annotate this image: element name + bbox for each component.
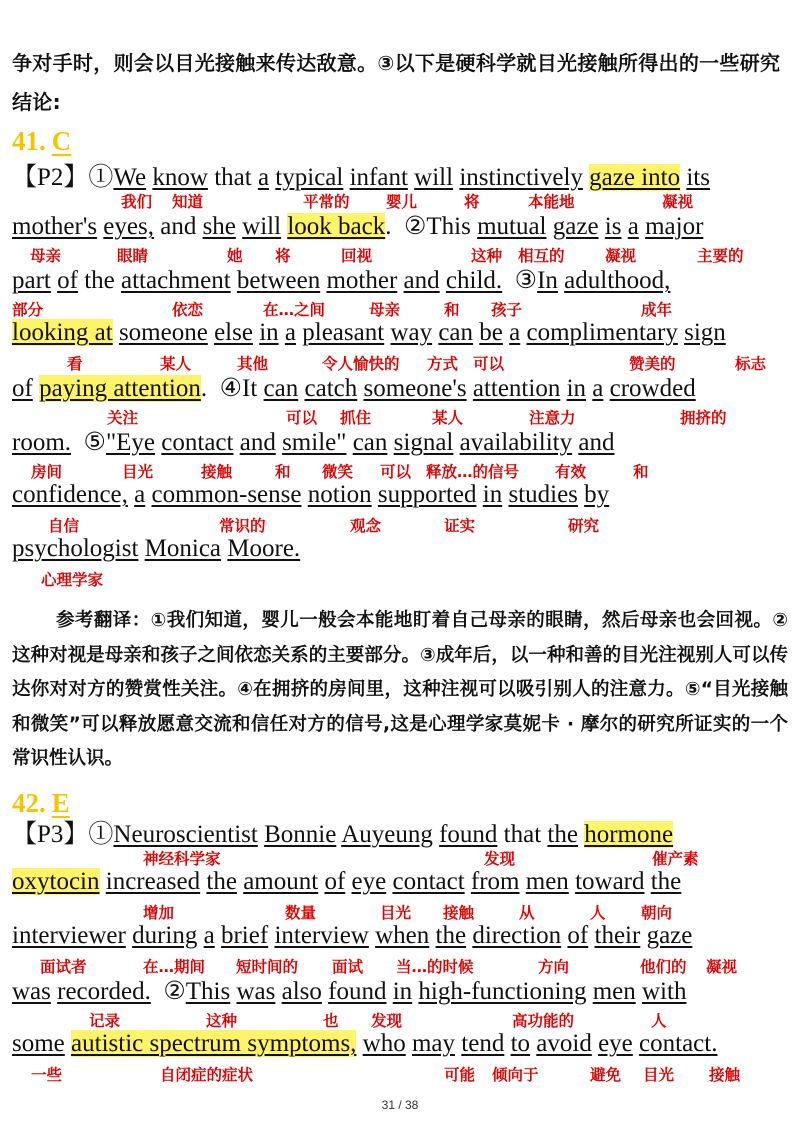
highlighted-phrase: oxytocin bbox=[12, 868, 100, 895]
chinese-gloss: 人 bbox=[651, 1012, 667, 1030]
chinese-gloss: 抓住 bbox=[340, 409, 372, 427]
chinese-gloss: 他们的 bbox=[640, 958, 687, 976]
plain-text: that bbox=[497, 821, 548, 848]
vocab-word: and bbox=[403, 267, 440, 294]
highlighted-phrase: paying attention bbox=[39, 375, 201, 402]
chinese-gloss: 人 bbox=[590, 904, 606, 922]
chinese-gloss: 研究 bbox=[568, 517, 600, 535]
chinese-gloss: 部分 bbox=[12, 301, 44, 319]
vocab-word: tend bbox=[461, 1030, 505, 1057]
plain-text: ③ bbox=[502, 267, 538, 294]
chinese-gloss: 在…期间 bbox=[143, 958, 206, 976]
vocab-word: psychologist bbox=[12, 535, 139, 562]
chinese-gloss: 接触 bbox=[709, 1066, 741, 1084]
vocab-word: by bbox=[584, 481, 610, 508]
vocab-word: eyes, bbox=[103, 213, 154, 240]
vocab-word: was bbox=[12, 978, 51, 1005]
vocab-word: contact bbox=[161, 429, 234, 456]
chinese-gloss: 有效 bbox=[555, 463, 587, 481]
vocab-word: Bonnie bbox=[264, 821, 337, 848]
english-line bbox=[12, 481, 609, 509]
chinese-gloss: 发现 bbox=[371, 1012, 403, 1030]
plain-text: ① bbox=[88, 821, 114, 848]
chinese-gloss: 凝视 bbox=[706, 958, 738, 976]
vocab-word: during bbox=[132, 922, 198, 949]
question-number: 41. bbox=[12, 126, 46, 156]
plain-text: and bbox=[153, 213, 203, 240]
vocab-word: Auyeung bbox=[341, 821, 433, 848]
plain-text: 【P2】 bbox=[12, 164, 89, 191]
vocab-word: of bbox=[324, 868, 346, 895]
vocab-word: adulthood, bbox=[564, 267, 671, 294]
chinese-gloss: 可能 bbox=[444, 1066, 476, 1084]
vocab-word: between bbox=[236, 267, 321, 294]
vocab-word: a bbox=[284, 319, 296, 346]
vocab-word: mother bbox=[326, 267, 398, 294]
vocab-word: pleasant bbox=[302, 319, 385, 346]
highlighted-phrase: look back bbox=[287, 213, 386, 240]
chinese-gloss: 接触 bbox=[443, 904, 475, 922]
vocab-word: In bbox=[537, 267, 558, 294]
vocab-word: gaze bbox=[646, 922, 693, 949]
vocab-word: someone's bbox=[363, 375, 467, 402]
vocab-word: common-sense bbox=[151, 481, 302, 508]
chinese-gloss: 母亲 bbox=[30, 247, 62, 265]
vocab-word: may bbox=[411, 1030, 456, 1057]
vocab-word: men bbox=[525, 868, 569, 895]
english-line bbox=[12, 319, 726, 347]
vocab-word: a bbox=[203, 922, 215, 949]
chinese-gloss: 我们 bbox=[121, 193, 153, 211]
vocab-word: their bbox=[594, 922, 641, 949]
answer-letter: E bbox=[51, 788, 70, 818]
chinese-gloss: 避免 bbox=[590, 1066, 622, 1084]
chinese-gloss: 面试 bbox=[332, 958, 364, 976]
chinese-gloss: 这种 bbox=[471, 247, 503, 265]
chinese-gloss: 接触 bbox=[201, 463, 233, 481]
chinese-gloss: 凝视 bbox=[605, 247, 637, 265]
chinese-gloss: 母亲 bbox=[369, 301, 401, 319]
chinese-gloss: 主要的 bbox=[697, 247, 744, 265]
chinese-gloss: 回视 bbox=[341, 247, 373, 265]
chinese-gloss: 本能地 bbox=[528, 193, 575, 211]
vocab-word: of bbox=[57, 267, 78, 294]
chinese-gloss: 面试者 bbox=[40, 958, 87, 976]
chinese-gloss: 在…之间 bbox=[263, 301, 326, 319]
question-number: 42. bbox=[12, 788, 46, 818]
plain-text: ① bbox=[88, 164, 114, 191]
vocab-word: the bbox=[547, 821, 578, 848]
vocab-word: complimentary bbox=[526, 319, 678, 346]
vocab-word: This bbox=[185, 978, 231, 1005]
chinese-gloss: 某人 bbox=[160, 355, 192, 373]
vocab-word: when bbox=[375, 922, 430, 949]
vocab-word: of bbox=[12, 375, 33, 402]
vocab-word: infant bbox=[349, 164, 408, 191]
vocab-word: direction bbox=[472, 922, 562, 949]
chinese-gloss: 和 bbox=[444, 301, 460, 319]
vocab-word: men bbox=[592, 978, 636, 1005]
english-line bbox=[12, 1030, 717, 1058]
vocab-word: attention bbox=[472, 375, 561, 402]
english-line bbox=[12, 814, 673, 850]
vocab-word: way bbox=[390, 319, 433, 346]
vocab-word: amount bbox=[243, 868, 319, 895]
chinese-gloss: 自闭症的症状 bbox=[160, 1066, 254, 1084]
vocab-word: the bbox=[206, 868, 237, 895]
vocab-word: will bbox=[414, 164, 454, 191]
english-line bbox=[12, 157, 710, 193]
vocab-word: be bbox=[479, 319, 503, 346]
chinese-gloss: 当…的时候 bbox=[396, 958, 474, 976]
vocab-word: high-functioning bbox=[418, 978, 587, 1005]
chinese-gloss: 这种 bbox=[206, 1012, 238, 1030]
vocab-word: a bbox=[257, 164, 270, 191]
chinese-gloss: 相互的 bbox=[518, 247, 565, 265]
vocab-word: brief bbox=[220, 922, 269, 949]
chinese-gloss: 倾向于 bbox=[492, 1066, 539, 1084]
chinese-gloss: 婴儿 bbox=[386, 193, 418, 211]
vocab-word: the bbox=[650, 868, 682, 895]
chinese-gloss: 凝视 bbox=[662, 193, 694, 211]
chinese-gloss: 标志 bbox=[735, 355, 767, 373]
vocab-word: some bbox=[12, 1030, 65, 1057]
chinese-gloss: 知道 bbox=[172, 193, 204, 211]
highlighted-phrase: hormone bbox=[584, 821, 674, 848]
vocab-word: signal bbox=[393, 429, 454, 456]
plain-text: ⑤ bbox=[71, 429, 106, 456]
chinese-gloss: 某人 bbox=[432, 409, 464, 427]
page-number: 31 / 38 bbox=[381, 1098, 419, 1112]
vocab-word: she bbox=[202, 213, 236, 240]
plain-text: ② bbox=[150, 978, 186, 1005]
chinese-gloss: 可以 bbox=[380, 463, 412, 481]
chinese-gloss: 朝向 bbox=[641, 904, 673, 922]
vocab-word: "Eye bbox=[105, 429, 156, 456]
chinese-gloss: 目光 bbox=[643, 1066, 675, 1084]
vocab-word: who bbox=[362, 1030, 406, 1057]
chinese-gloss: 也 bbox=[323, 1012, 339, 1030]
vocab-word: a bbox=[627, 213, 639, 240]
vocab-word: the bbox=[435, 922, 467, 949]
vocab-word: was bbox=[236, 978, 276, 1005]
vocab-word: Monica bbox=[144, 535, 222, 562]
vocab-word: in bbox=[392, 978, 413, 1005]
vocab-word: crowded bbox=[609, 375, 696, 402]
vocab-word: toward bbox=[575, 868, 645, 895]
chinese-gloss: 其他 bbox=[237, 355, 269, 373]
chinese-gloss: 方式 bbox=[427, 355, 459, 373]
chinese-gloss: 孩子 bbox=[491, 301, 523, 319]
vocab-word: interview bbox=[274, 922, 369, 949]
highlighted-phrase: autistic spectrum symptoms, bbox=[71, 1030, 357, 1057]
chinese-gloss: 记录 bbox=[89, 1012, 121, 1030]
vocab-word: instinctively bbox=[459, 164, 583, 191]
vocab-word: in bbox=[482, 481, 503, 508]
vocab-word: eye bbox=[351, 868, 387, 895]
vocab-word: in bbox=[259, 319, 279, 346]
english-line bbox=[12, 427, 614, 457]
plain-text: the bbox=[77, 267, 121, 294]
vocab-word: availability bbox=[459, 429, 573, 456]
chinese-gloss: 释放…的信号 bbox=[426, 463, 520, 481]
vocab-word: gaze bbox=[552, 213, 599, 240]
vocab-word: child. bbox=[445, 267, 503, 294]
chinese-gloss: 微笑 bbox=[322, 463, 354, 481]
chinese-gloss: 和 bbox=[633, 463, 649, 481]
vocab-word: found bbox=[439, 821, 498, 848]
vocab-word: will bbox=[242, 213, 282, 240]
vocab-word: supported bbox=[377, 481, 477, 508]
vocab-word: major bbox=[645, 213, 704, 240]
chinese-gloss: 催产素 bbox=[652, 850, 699, 868]
english-line bbox=[12, 373, 696, 403]
highlighted-phrase: gaze into bbox=[589, 164, 681, 191]
chinese-gloss: 常识的 bbox=[219, 517, 266, 535]
chinese-gloss: 注意力 bbox=[529, 409, 576, 427]
chinese-gloss: 拥挤的 bbox=[680, 409, 727, 427]
vocab-word: else bbox=[214, 319, 253, 346]
chinese-gloss: 方向 bbox=[538, 958, 570, 976]
chinese-gloss: 高功能的 bbox=[512, 1012, 575, 1030]
vocab-word: found bbox=[328, 978, 387, 1005]
vocab-word: interviewer bbox=[12, 922, 126, 949]
chinese-gloss: 自信 bbox=[48, 517, 80, 535]
english-line bbox=[12, 535, 300, 563]
vocab-word: know bbox=[152, 164, 208, 191]
chinese-gloss: 一些 bbox=[31, 1066, 63, 1084]
chinese-gloss: 成年 bbox=[641, 301, 673, 319]
vocab-word: increased bbox=[105, 868, 201, 895]
vocab-word: with bbox=[642, 978, 687, 1005]
chinese-gloss: 心理学家 bbox=[41, 571, 104, 589]
plain-text: . ④It bbox=[200, 375, 264, 402]
vocab-word: and bbox=[578, 429, 615, 456]
chinese-gloss: 观念 bbox=[350, 517, 382, 535]
english-line bbox=[12, 265, 670, 295]
reference-translation: 参考翻译：①我们知道，婴儿一般会本能地盯着自己母亲的眼睛，然后母亲也会回视。②这种对视是母亲和孩子之间依恋关系的主要部分。③成年后，以一种和善的目光注视别人可以传达你对对方的赞赏性关注。④在拥挤的房间里，这种注视可以吸引别人的注意力。⑤“目光接触和微笑”可以释放愿意交流和信任对方的信号,这是心理学家莫妮卡 · 摩尔的研究所证实的一个常识性认识。 bbox=[12, 610, 788, 769]
chinese-gloss: 看 bbox=[67, 355, 83, 373]
plain-text: . ②This bbox=[385, 213, 478, 240]
chinese-gloss: 可以 bbox=[286, 409, 318, 427]
vocab-word: eye bbox=[598, 1030, 633, 1057]
vocab-word: of bbox=[567, 922, 589, 949]
vocab-word: is bbox=[604, 213, 622, 240]
vocab-word: catch bbox=[304, 375, 358, 402]
vocab-word: recorded. bbox=[57, 978, 151, 1005]
vocab-word: attachment bbox=[121, 267, 231, 294]
question-number-41 bbox=[12, 126, 77, 157]
english-line bbox=[12, 922, 692, 950]
chinese-gloss: 关注 bbox=[107, 409, 139, 427]
vocab-word: also bbox=[281, 978, 322, 1005]
vocab-word: studies bbox=[508, 481, 578, 508]
chinese-gloss: 将 bbox=[464, 193, 480, 211]
vocab-word: avoid bbox=[536, 1030, 592, 1057]
vocab-word: mutual bbox=[477, 213, 547, 240]
vocab-word: its bbox=[686, 164, 710, 191]
vocab-word: can bbox=[263, 375, 299, 402]
highlighted-phrase: looking at bbox=[12, 319, 113, 346]
vocab-word: typical bbox=[275, 164, 344, 191]
vocab-word: from bbox=[470, 868, 520, 895]
chinese-gloss: 发现 bbox=[484, 850, 516, 868]
vocab-word: Neuroscientist bbox=[113, 821, 258, 848]
chinese-gloss: 证实 bbox=[444, 517, 476, 535]
chinese-gloss: 她 bbox=[227, 247, 243, 265]
chinese-gloss: 令人愉快的 bbox=[322, 355, 400, 373]
vocab-word: room. bbox=[12, 429, 72, 456]
chinese-gloss: 短时间的 bbox=[236, 958, 299, 976]
chinese-gloss: 数量 bbox=[285, 904, 317, 922]
vocab-word: smile" bbox=[282, 429, 347, 456]
vocab-word: part bbox=[12, 267, 51, 294]
vocab-word: sign bbox=[684, 319, 726, 346]
chinese-gloss: 目光 bbox=[380, 904, 412, 922]
vocab-word: contact. bbox=[639, 1030, 718, 1057]
chinese-gloss: 房间 bbox=[31, 463, 63, 481]
vocab-word: someone bbox=[118, 319, 208, 346]
vocab-word: contact bbox=[392, 868, 465, 895]
vocab-word: notion bbox=[307, 481, 372, 508]
vocab-word: a bbox=[509, 319, 521, 346]
english-line bbox=[12, 211, 703, 241]
chinese-gloss: 增加 bbox=[143, 904, 175, 922]
chinese-gloss: 目光 bbox=[122, 463, 154, 481]
chinese-gloss: 可以 bbox=[473, 355, 505, 373]
plain-text: that bbox=[207, 164, 258, 191]
vocab-word: mother's bbox=[12, 213, 98, 240]
vocab-word: We bbox=[113, 164, 147, 191]
intro-paragraph: 争对手时，则会以目光接触来传达敌意。③以下是硬科学就目光接触所得出的一些研究结论: bbox=[12, 51, 781, 114]
vocab-word: can bbox=[438, 319, 474, 346]
chinese-gloss: 平常的 bbox=[303, 193, 350, 211]
vocab-word: confidence, bbox=[12, 481, 128, 508]
answer-letter: C bbox=[51, 126, 72, 156]
chinese-gloss: 神经科学家 bbox=[143, 850, 221, 868]
chinese-gloss: 赞美的 bbox=[629, 355, 676, 373]
chinese-gloss: 和 bbox=[275, 463, 291, 481]
english-line bbox=[12, 976, 686, 1006]
vocab-word: Moore. bbox=[227, 535, 301, 562]
chinese-gloss: 将 bbox=[275, 247, 291, 265]
chinese-gloss: 从 bbox=[519, 904, 535, 922]
vocab-word: a bbox=[134, 481, 146, 508]
vocab-word: to bbox=[510, 1030, 531, 1057]
vocab-word: in bbox=[566, 375, 587, 402]
vocab-word: and bbox=[239, 429, 276, 456]
chinese-gloss: 眼睛 bbox=[117, 247, 149, 265]
vocab-word: a bbox=[592, 375, 604, 402]
english-line bbox=[12, 868, 681, 896]
plain-text: 【P3】 bbox=[12, 821, 89, 848]
chinese-gloss: 依恋 bbox=[172, 301, 204, 319]
vocab-word: can bbox=[352, 429, 388, 456]
